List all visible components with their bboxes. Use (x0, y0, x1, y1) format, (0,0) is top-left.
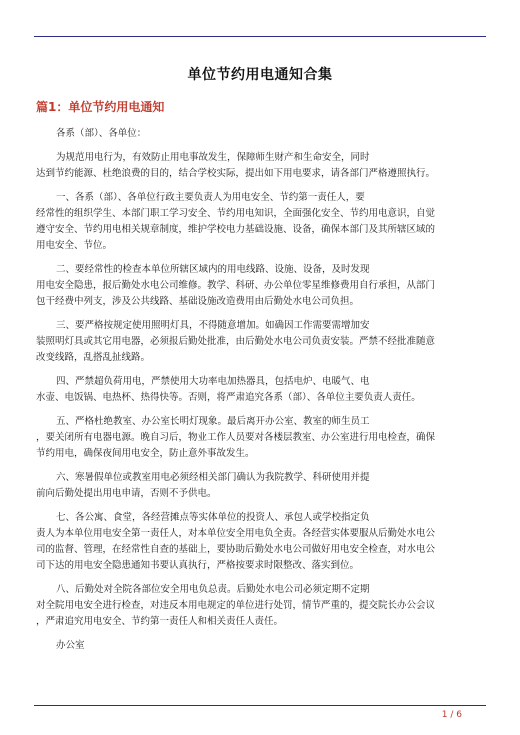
paragraph-line: 为规范用电行为，有效防止用电事故发生，保障师生财产和生命安全，同时 (56, 152, 370, 163)
footer-rule (34, 705, 486, 706)
paragraph-line: 经常性的组织学生、本部门职工学习安全、节约用电知识，全面强化安全、节约用电意识，自觉 (36, 208, 436, 219)
paragraph-line: 装照明灯具或其它用电器，必须报后勤处批准，由后勤处水电公司负责安装。严禁不经批准随意 (36, 336, 436, 347)
page-number: 1 / 6 (441, 710, 462, 720)
paragraph-line: ，要关闭所有电器电源。晚自习后，物业工作人员要对各楼层教室、办公室进行用电检查，确保 (36, 432, 436, 443)
paragraph (36, 150, 486, 182)
paragraph-line: 对全院用电安全进行检查，对违反本用电规定的单位进行处罚，情节严重的，提交院长办公会议 (36, 600, 436, 611)
paragraph-line: 七、各公寓、食堂，各经营摊点等实体单位的投资人、承包人或学校指定负 (56, 512, 370, 523)
paragraph (36, 374, 486, 406)
paragraph-line: 水壶、电饭锅、电热杯、热得快等。否则，将严肃追究各系（部）、各单位主要负责人责任。 (36, 392, 421, 403)
document-title: 单位节约用电通知合集 (187, 67, 333, 83)
paragraph-line: 八、后勤处对全院各部位安全用电负总责。后勤处水电公司必须定期不定期 (56, 584, 370, 595)
paragraph-line: 改变线路，乱搭乱扯线路。 (36, 352, 151, 363)
paragraph-line: 责人为本单位用电安全第一责任人，对本单位安全用电负全责。各经营实体要服从后勤处水电公 (36, 528, 436, 539)
document-body (36, 126, 486, 662)
paragraph-line: 包干经费中列支，涉及公共线路、基础设施改造费用由后勤处水电公司负担。 (36, 296, 360, 307)
paragraph-line: 六、寒暑假单位或教室用电必须经相关部门确认为我院教学、科研使用并提 (56, 472, 370, 483)
paragraph (36, 318, 486, 366)
paragraph-line: 二、要经常性的检查本单位所辖区域内的用电线路、设施、设备，及时发现 (56, 264, 370, 275)
section-heading: 篇1：单位节约用电通知 (36, 100, 165, 114)
paragraph-line: 用电安全、节位。 (36, 240, 113, 251)
paragraph-line: ，严肃追究用电安全、节约第一责任人和相关责任人责任。 (36, 616, 284, 627)
paragraph-line: 一、各系（部）、各单位行政主要负责人为用电安全、节约第一责任人，要 (56, 192, 365, 203)
paragraph-line: 司下达的用电安全隐患通知书要认真执行，严格按要求时限整改、落实到位。 (36, 560, 360, 571)
paragraph-line: 遵守安全、节约用电相关规章制度，维护学校电力基础设施、设备，确保本部门及其所辖区域的 (36, 224, 436, 235)
paragraph-line: 四、严禁超负荷用电，严禁使用大功率电加热器具，包括电炉、电暖气、电 (56, 376, 370, 387)
paragraph-line: 前向后勤处提出用电申请，否则不予供电。 (36, 488, 217, 499)
paragraph-line: 达到节约能源、杜绝浪费的目的，结合学校实际，提出如下用电要求，请各部门严格遵照执行。 (36, 168, 436, 179)
paragraph (36, 582, 486, 630)
paragraph-line: 用电安全隐患，报后勤处水电公司维修。教学、科研、办公单位零星维修费用自行承担，从部门 (36, 280, 436, 291)
signature: 办公室 (56, 640, 85, 651)
header-rule (34, 36, 486, 37)
paragraph-line: 五、严格杜绝教室、办公室长明灯现象。最后离开办公室、教室的师生员工 (56, 416, 370, 427)
paragraph-line: 司的监督、管理，在经常性自查的基础上，要协助后勤处水电公司做好用电安全检查，对水电公 (36, 544, 436, 555)
paragraph-line: 三、要严格按规定使用照明灯具，不得随意增加。如确因工作需要需增加安 (56, 320, 370, 331)
paragraph (36, 414, 486, 462)
paragraph (36, 190, 486, 254)
paragraph (36, 470, 486, 502)
paragraph-line: 节约用电，确保夜间用电安全，防止意外事故发生。 (36, 448, 255, 459)
paragraph (36, 262, 486, 310)
paragraph (36, 510, 486, 574)
salutation: 各系（部）、各单位： (56, 128, 147, 139)
